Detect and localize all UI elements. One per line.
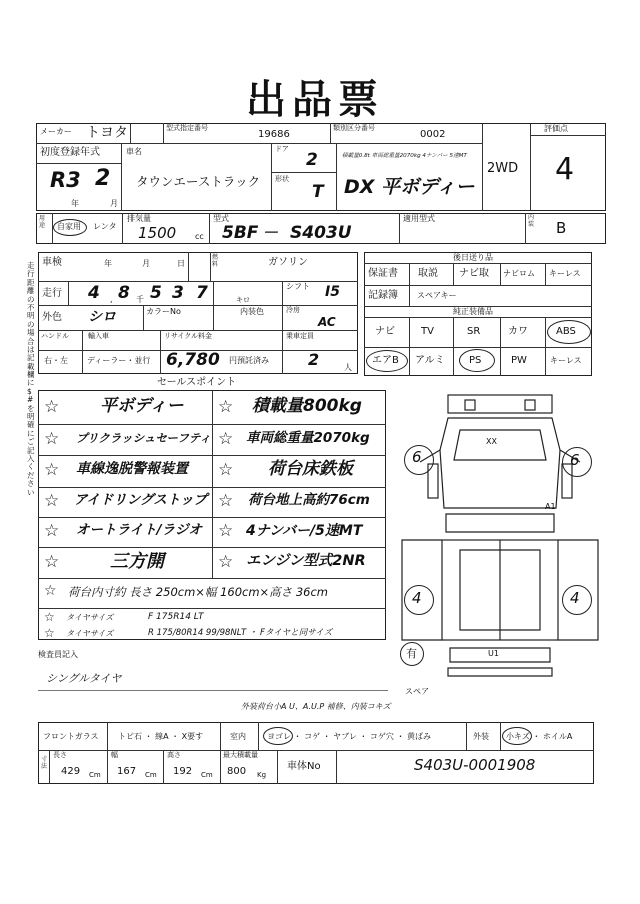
int-color-label: 内装色 [240, 307, 264, 316]
inspection-year-unit: 年 [104, 259, 112, 268]
doc-warranty: 保証書 [368, 268, 398, 279]
displacement-value: 1500 [138, 224, 177, 242]
page-title: 出品票 [246, 77, 384, 123]
star-icon: ☆ [44, 521, 60, 541]
documents-title: 後日送り品 [453, 253, 493, 262]
doc-keyless: キーレス [549, 269, 581, 278]
capacity-unit: 人 [344, 363, 352, 372]
displacement-unit: cc [195, 232, 204, 241]
door-value: 2 [306, 150, 318, 170]
sales-point-left-3: 車線逸脱警報装置 [76, 461, 188, 477]
damage-mark-u1: U1 [488, 649, 499, 658]
handle-value: 右・左 [44, 356, 68, 365]
sales-title: セールスポイント [157, 377, 237, 388]
recycle-label: リサイクル料金 [164, 332, 213, 340]
rating-label: 評価点 [544, 124, 568, 133]
diagram-cab [440, 418, 560, 508]
tire-mark-rear-right: 4 [570, 589, 580, 607]
load-note: 積載量0.8t 車両総重量2070kg 4ナンバー 5速MT [342, 153, 467, 159]
mileage-label: 走行 [42, 288, 62, 299]
equip-keyless: キーレス [550, 356, 582, 365]
height-value: 192 [173, 766, 193, 777]
mileage-sep2: 千 [136, 295, 144, 304]
ext-color-label: 外色 [42, 312, 62, 323]
cabin-label: 室内 [230, 732, 246, 741]
sales-point-right-3: 荷台床鉄板 [268, 459, 353, 479]
car-name-value: タウンエーストラック [136, 174, 261, 189]
capacity-value: 2 [308, 350, 320, 369]
type-code-label: 型式指定番号 [166, 124, 208, 132]
tire-mark-front-left: 6 [412, 448, 422, 466]
interior-label: 内装 [528, 214, 535, 228]
width-label: 幅 [111, 751, 118, 759]
inspection-month-unit: 月 [142, 259, 150, 268]
length-value: 429 [61, 766, 81, 777]
fuel-label: 燃料 [212, 254, 219, 268]
chassis-label: 車体No [287, 761, 321, 772]
width-value: 167 [117, 766, 137, 777]
mileage-unit: キロ [236, 296, 250, 304]
model-label: 型式 [213, 214, 229, 223]
class-code-value: 0002 [420, 129, 446, 140]
interior-value: B [556, 219, 567, 237]
sales-point-right-1: 積載量800kg [252, 396, 362, 416]
star-icon: ☆ [218, 521, 234, 541]
inspector-label: 検査員記入 [38, 650, 78, 659]
sales-point-left-2: プリクラッシュセーフティ [76, 431, 211, 445]
class-code-label: 類別区分番号 [333, 124, 375, 132]
equip-leather: カワ [508, 326, 528, 337]
ext-color-value: シロ [88, 309, 116, 325]
length-unit: Cm [89, 771, 101, 779]
star-icon: ☆ [44, 552, 60, 572]
shape-value: T [312, 182, 324, 202]
tire-label-2: タイヤサイズ [66, 629, 114, 638]
equip-navi: ナビ [375, 326, 395, 337]
mileage-digit-1: 4 [88, 283, 100, 303]
exterior-value: 小キズ ・ ホイルA [506, 732, 573, 741]
width-unit: Cm [145, 771, 157, 779]
star-icon: ☆ [44, 626, 55, 640]
mileage-digit-2: 8 [118, 283, 130, 303]
sales-point-right-5: 4ナンバー/5速MT [246, 523, 363, 539]
sales-point-right-6: エンジン型式2NR [246, 553, 366, 569]
doc-spare-key: スペアキー [417, 291, 457, 300]
type-code-value: 19686 [258, 129, 290, 140]
usage-label: 用途 [39, 215, 46, 229]
spare-mark: 有 [406, 647, 417, 660]
equip-alloy: アルミ [415, 355, 445, 366]
maker-value: トヨタ [86, 125, 128, 141]
ac-value: AC [318, 315, 336, 329]
spare-label: スペア [405, 687, 429, 696]
windshield-value: トビ石 ・ 線A ・ X要す [118, 732, 204, 741]
recycle-note: 円預託済み [229, 356, 269, 365]
doc-manual: 取説 [418, 268, 438, 279]
capacity-label: 乗車定員 [286, 332, 314, 340]
equip-ps: PS [469, 355, 482, 366]
shift-value: I5 [325, 284, 340, 300]
year-era: R3 [50, 168, 81, 192]
import-label: 輸入車 [88, 332, 109, 340]
exterior-label: 外装 [473, 732, 489, 741]
max-load-unit: Kg [257, 771, 267, 779]
mileage-digit-4: 3 [172, 283, 184, 303]
mileage-digit-3: 5 [150, 283, 162, 303]
damage-mark-xx: XX [486, 437, 497, 446]
displacement-label: 排気量 [127, 214, 151, 223]
tire-rear: R 175/80R14 99/98NLT ・ Fタイヤと同サイズ [148, 628, 333, 638]
maker-label: メーカー [40, 127, 72, 136]
diagram-front-bumper [448, 395, 552, 413]
star-icon: ☆ [44, 460, 60, 480]
tire-front: F 175R14 LT [148, 612, 204, 622]
doc-record-book: 記録簿 [368, 290, 398, 301]
equip-abs: ABS [556, 326, 576, 337]
inspector-note: シングルタイヤ [46, 672, 122, 685]
handle-label: ハンドル [41, 332, 69, 340]
cabin-value: ヨゴレ ・ コゲ ・ ヤブレ ・ コゲ穴 ・ 黄ばみ [267, 732, 432, 741]
equipment-title: 純正装備品 [453, 307, 493, 316]
star-icon: ☆ [218, 397, 234, 417]
sales-point-left-6: 三方開 [110, 551, 164, 572]
star-icon: ☆ [44, 610, 55, 624]
max-load-value: 800 [227, 766, 247, 777]
usage-private: 自家用 [57, 222, 81, 231]
equip-pw: PW [511, 355, 527, 366]
star-icon: ☆ [44, 583, 57, 599]
rating-value: 4 [555, 152, 575, 187]
doc-nav-rom: ナビロム [503, 269, 535, 278]
windshield-label: フロントガラス [43, 732, 99, 741]
doc-nav-manual: ナビ取 [459, 268, 489, 279]
model-dash: － [262, 223, 279, 242]
usage-rental: レンタ [93, 222, 117, 231]
model-value: S403U [290, 223, 352, 243]
height-label: 高さ [167, 751, 181, 759]
applied-model-label: 適用型式 [403, 214, 435, 223]
star-icon: ☆ [218, 491, 234, 511]
month-unit: 月 [110, 199, 118, 208]
drive-value: 2WD [487, 161, 519, 176]
color-no-label: カラーNo [146, 307, 181, 316]
ac-label: 冷房 [286, 306, 300, 314]
shift-label: シフト [286, 282, 310, 291]
star-icon: ☆ [44, 429, 60, 449]
equip-tv: TV [421, 326, 434, 337]
tire-label-1: タイヤサイズ [66, 613, 114, 622]
shape-label: 形状 [275, 175, 289, 183]
sales-point-right-4: 荷台地上高約76cm [248, 492, 370, 508]
mileage-sep1: , [110, 295, 113, 304]
chassis-value: S403U-0001908 [414, 756, 536, 774]
sales-point-right-2: 車両総重量2070kg [246, 430, 370, 446]
recycle-value: 6,780 [166, 350, 220, 370]
import-value: ディーラー・並行 [87, 356, 151, 365]
sales-point-left-4: アイドリングストップ [74, 492, 207, 508]
first-reg-label: 初度登録年式 [40, 147, 100, 158]
fuel-value: ガソリン [268, 257, 308, 268]
length-label: 長さ [53, 751, 67, 759]
star-icon: ☆ [218, 460, 234, 480]
mileage-digit-5: 7 [196, 283, 208, 303]
tire-mark-rear-left: 4 [412, 589, 422, 607]
max-load-label: 最大積載量 [223, 751, 258, 759]
year-unit: 年 [71, 199, 79, 208]
grade-value: DX 平ボディー [344, 176, 475, 198]
height-unit: Cm [201, 771, 213, 779]
inspection-day-unit: 日 [177, 259, 185, 268]
dims-label: 寸法 [41, 756, 48, 770]
equip-sr: SR [467, 326, 481, 337]
year-num: 2 [95, 166, 111, 191]
damage-mark-a1: A1 [545, 502, 556, 511]
sales-point-left-5: オートライト/ラジオ [76, 522, 203, 538]
equip-airbag: エアB [372, 355, 399, 366]
star-icon: ☆ [44, 397, 60, 417]
damage-note: 外装荷台小A U、A.U.P 補修、内装コキズ [241, 702, 391, 711]
side-note: 走行距離の不明の場合は記載欄に $ # を明確にご記入ください [27, 261, 35, 497]
door-label: ドア [275, 145, 289, 153]
star-icon: ☆ [218, 552, 234, 572]
star-icon: ☆ [44, 491, 60, 511]
sales-point-left-1: 平ボディー [100, 396, 184, 416]
model-prefix: 5BF [222, 223, 259, 243]
star-icon: ☆ [218, 429, 234, 449]
bed-size: 荷台内寸約 長さ 250cm×幅 160cm×高さ 36cm [68, 585, 329, 599]
inspection-label: 車検 [42, 257, 62, 268]
tire-mark-front-right: 6 [570, 451, 580, 469]
car-name-label: 車名 [126, 147, 142, 156]
